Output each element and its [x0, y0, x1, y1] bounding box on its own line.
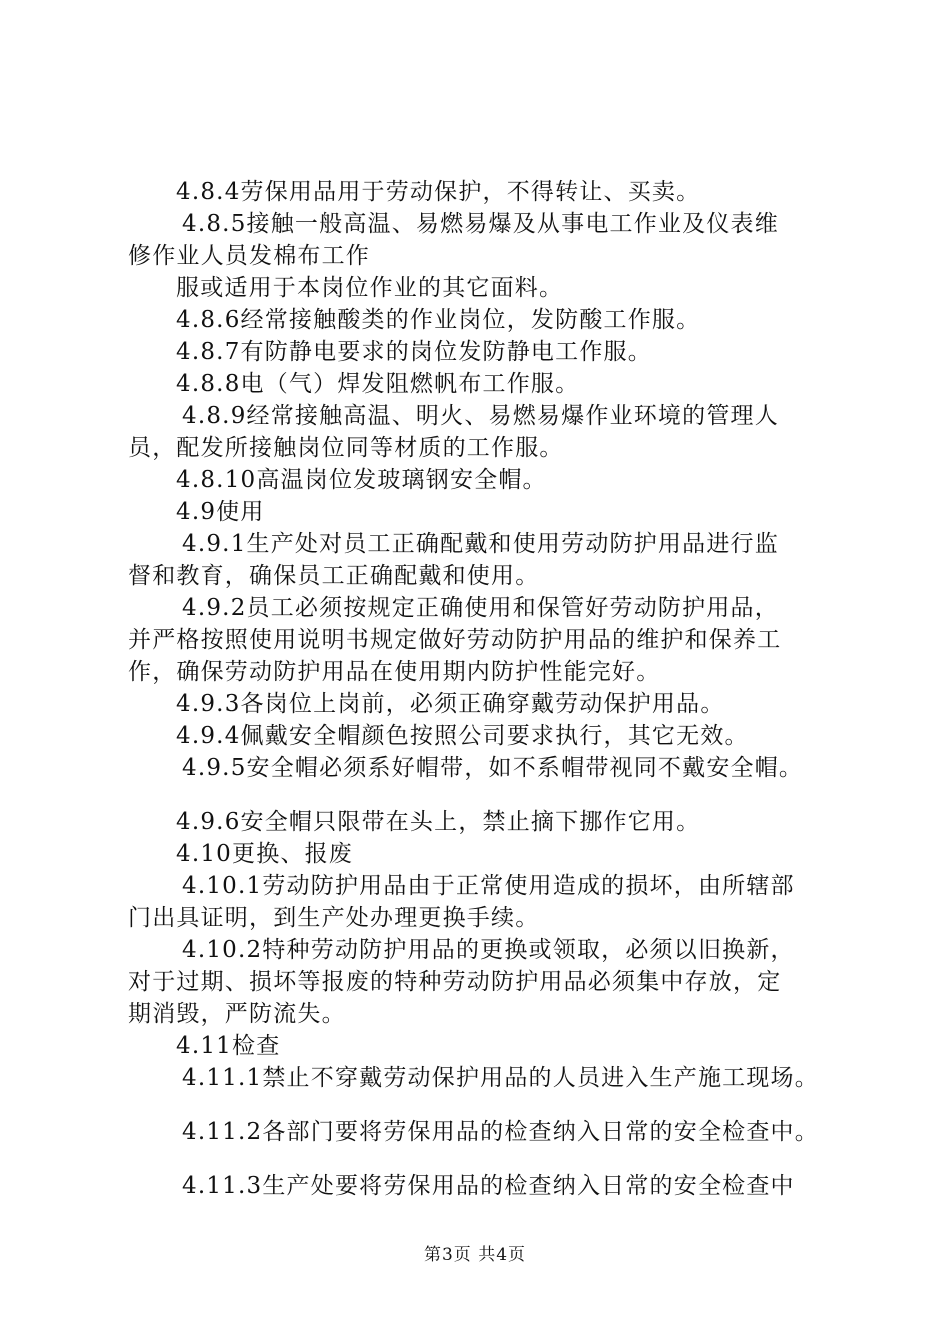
- paragraph-line: 4.9.3各岗位上岗前，必须正确穿戴劳动保护用品。: [176, 691, 725, 717]
- paragraph-line: 对于过期、损坏等报废的特种劳动防护用品必须集中存放，定: [128, 969, 782, 995]
- paragraph-line: 服或适用于本岗位作业的其它面料。: [176, 275, 564, 301]
- paragraph-line: 4.8.9经常接触高温、明火、易燃易爆作业环境的管理人: [182, 403, 779, 429]
- paragraph-line: 4.8.5接触一般高温、易燃易爆及从事电工作业及仪表维: [182, 211, 779, 237]
- paragraph-line: 督和教育，确保员工正确配戴和使用。: [128, 563, 540, 589]
- paragraph-line: 4.11.1禁止不穿戴劳动保护用品的人员进入生产施工现场。: [182, 1065, 819, 1091]
- paragraph-line: 4.9.1生产处对员工正确配戴和使用劳动防护用品进行监: [182, 531, 779, 557]
- document-body: [128, 176, 838, 1202]
- paragraph-line: 4.10.1劳动防护用品由于正常使用造成的损坏，由所辖部: [182, 873, 795, 899]
- paragraph-line: 门出具证明，到生产处办理更换手续。: [128, 905, 540, 931]
- paragraph-line: 作，确保劳动防护用品在使用期内防护性能完好。: [128, 659, 661, 685]
- paragraph-gap: [128, 1148, 838, 1170]
- section-heading: 4.10更换、报废: [176, 841, 354, 867]
- paragraph-line: 期消毁，严防流失。: [128, 1001, 346, 1027]
- paragraph-line: 4.9.2员工必须按规定正确使用和保管好劳动防护用品，: [182, 595, 779, 621]
- paragraph-line: 4.8.6经常接触酸类的作业岗位，发防酸工作服。: [176, 307, 701, 333]
- section-heading: 4.11检查: [176, 1033, 281, 1059]
- page-number-footer: 第3页 共4页: [423, 1245, 527, 1265]
- paragraph-line: 4.11.2各部门要将劳保用品的检查纳入日常的安全检查中。: [182, 1119, 819, 1145]
- paragraph-line: 4.8.10高温岗位发玻璃钢安全帽。: [176, 467, 547, 493]
- paragraph-line: 4.9.5安全帽必须系好帽带，如不系帽带视同不戴安全帽。: [182, 755, 804, 781]
- paragraph-line: 4.8.4劳保用品用于劳动保护，不得转让、买卖。: [176, 179, 701, 205]
- paragraph-line: 并严格按照使用说明书规定做好劳动防护用品的维护和保养工: [128, 627, 782, 653]
- paragraph-line: 4.8.7有防静电要求的岗位发防静电工作服。: [176, 339, 652, 365]
- paragraph-gap: [128, 1094, 838, 1116]
- paragraph-line: 4.10.2特种劳动防护用品的更换或领取，必须以旧换新，: [182, 937, 795, 963]
- section-heading: 4.9使用: [176, 499, 265, 525]
- paragraph-line: 4.9.6安全帽只限带在头上，禁止摘下挪作它用。: [176, 809, 701, 835]
- paragraph-line: 员，配发所接触岗位同等材质的工作服。: [128, 435, 564, 461]
- paragraph-line: 4.9.4佩戴安全帽颜色按照公司要求执行，其它无效。: [176, 723, 749, 749]
- paragraph-line: 4.8.8电（气）焊发阻燃帆布工作服。: [176, 371, 580, 397]
- paragraph-line: 4.11.3生产处要将劳保用品的检查纳入日常的安全检查中: [182, 1173, 795, 1199]
- paragraph-line: 修作业人员发棉布工作: [128, 243, 370, 269]
- paragraph-gap: [128, 784, 838, 806]
